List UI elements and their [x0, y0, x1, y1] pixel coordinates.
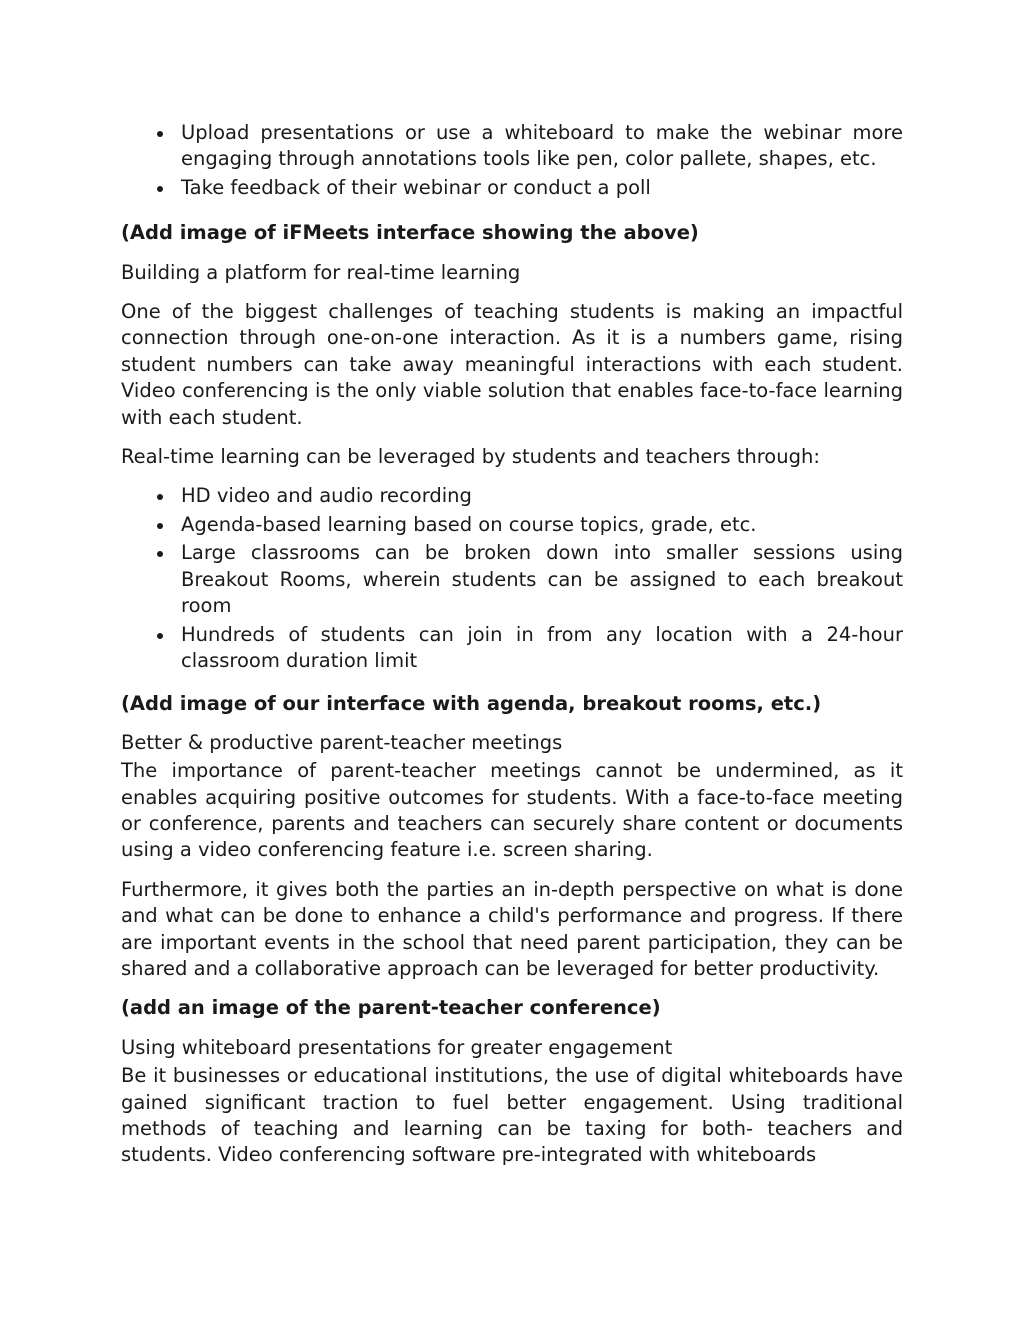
- bullet-icon: [157, 494, 163, 500]
- bullet-icon: [157, 551, 163, 557]
- list-item: [121, 120, 903, 173]
- list-item-text: Agenda-based learning based on course topics, grade, etc.: [181, 512, 757, 536]
- paragraph: One of the biggest challenges of teaching students is making an impactful connection through one-on-one interaction. As it is a numbers game, rising student numbers can take away meaningful interactions with each student. Video conferencing is the only viable solution that enables face-to-face learning with each student.: [121, 300, 903, 429]
- paragraph: Be it businesses or educational institutions, the use of digital whiteboards have gained significant traction to fuel better engagement. Using traditional methods of teaching and learning can be taxing for both- teachers and students. Video conferencing software pre-integrated with whiteboards: [121, 1064, 903, 1167]
- image-placeholder-note: (Add image of iFMeets interface showing the above): [121, 221, 699, 245]
- section-heading: Building a platform for real-time learning: [121, 260, 521, 284]
- list-item-text: Large classrooms can be broken down into smaller sessions using Breakout Rooms, wherein students can be assigned to each breakout room: [181, 541, 903, 618]
- list-item: [121, 622, 903, 675]
- list-item: [121, 540, 903, 619]
- paragraph: The importance of parent-teacher meetings cannot be undermined, as it enables acquiring positive outcomes for students. With a face-to-face meeting or conference, parents and teachers can securely share content or documents using a video conferencing feature i.e. screen sharing.: [121, 759, 903, 862]
- document-page: [121, 120, 903, 1169]
- image-placeholder-note: (add an image of the parent-teacher conference): [121, 996, 661, 1020]
- list-item-text: Take feedback of their webinar or conduct a poll: [181, 175, 651, 199]
- paragraph: Real-time learning can be leveraged by students and teachers through:: [121, 445, 820, 469]
- section-heading: Better & productive parent-teacher meetings: [121, 730, 563, 754]
- list-item: [121, 512, 903, 538]
- paragraph: Furthermore, it gives both the parties an in-depth perspective on what is done and what can be done to enhance a child's performance and progress. If there are important events in the school that need parent participation, they can be shared and a collaborative approach can be leveraged for better productivity.: [121, 877, 903, 980]
- list-item-text: HD video and audio recording: [181, 484, 472, 508]
- bullet-icon: [157, 131, 163, 137]
- list-item: [121, 175, 903, 201]
- bullet-list-features: [121, 483, 903, 674]
- bullet-icon: [157, 186, 163, 192]
- bullet-list-top: [121, 120, 903, 201]
- bullet-icon: [157, 633, 163, 639]
- list-item: [121, 483, 903, 509]
- bullet-icon: [157, 523, 163, 529]
- image-placeholder-note: (Add image of our interface with agenda, breakout rooms, etc.): [121, 692, 822, 716]
- section-heading: Using whiteboard presentations for greater engagement: [121, 1035, 673, 1059]
- list-item-text: Hundreds of students can join in from any location with a 24-hour classroom duration limit: [181, 622, 903, 672]
- list-item-text: Upload presentations or use a whiteboard to make the webinar more engaging through annotations tools like pen, color pallete, shapes, etc.: [181, 121, 903, 171]
